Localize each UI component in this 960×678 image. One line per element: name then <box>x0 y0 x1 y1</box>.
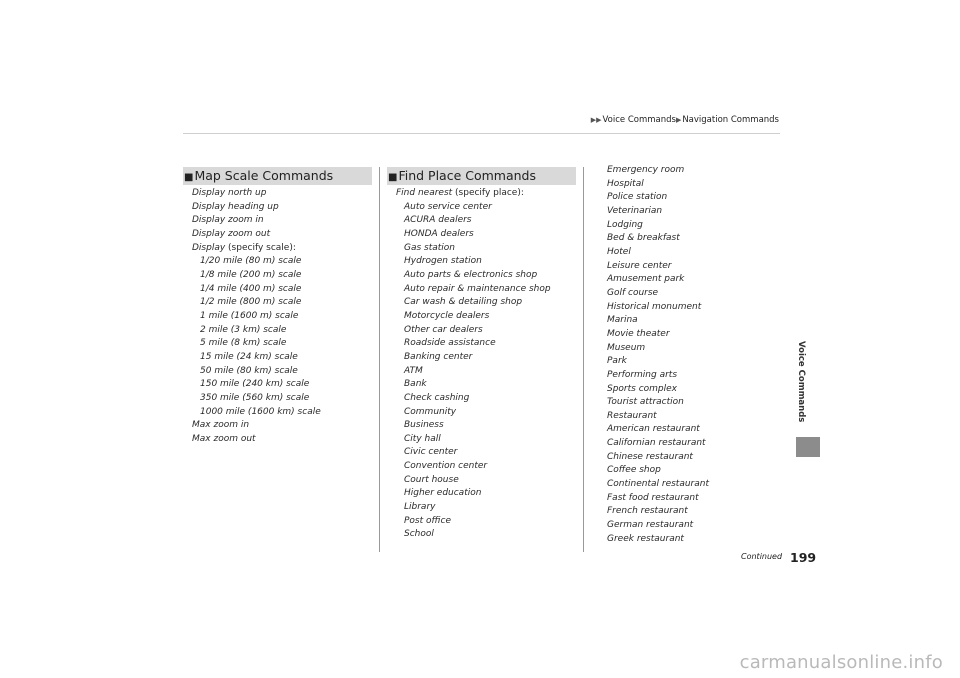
list-item-text: Other car dealers <box>404 324 483 335</box>
list-item <box>396 296 551 310</box>
list-item: Sports complex <box>607 383 678 394</box>
list-item-text: 1/4 mile (400 m) scale <box>200 283 302 294</box>
list-item-text: Civic center <box>404 447 458 458</box>
list-item <box>396 474 551 488</box>
list-item-text: ACURA dealers <box>404 215 472 226</box>
list-item-text: 5 mile (8 km) scale <box>200 338 287 349</box>
list-item-text: Convention center <box>404 461 488 472</box>
list-item <box>396 528 551 542</box>
list-item-text: 350 mile (560 km) scale <box>200 392 310 403</box>
list-item <box>396 214 551 228</box>
list-item <box>192 406 321 420</box>
section-marker-icon: ■ <box>388 172 398 183</box>
list-item: Veterinarian <box>607 205 663 216</box>
list-item <box>192 365 321 379</box>
map-scale-list <box>192 187 321 446</box>
list-item <box>396 269 551 283</box>
list-item: Restaurant <box>607 410 657 421</box>
list-item-text: Post office <box>404 515 451 526</box>
list-item-text: Roadside assistance <box>404 338 496 349</box>
find-place-title: Find Place Commands <box>398 168 537 183</box>
list-item <box>396 392 551 406</box>
list-item: Police station <box>607 192 668 203</box>
list-item <box>396 446 551 460</box>
list-item: Chinese restaurant <box>607 451 693 462</box>
list-item <box>192 228 321 242</box>
list-item-text: Banking center <box>404 351 473 362</box>
list-item <box>396 351 551 365</box>
list-item-text: Auto service center <box>404 201 492 212</box>
list-item <box>396 365 551 379</box>
list-item <box>396 283 551 297</box>
list-item: French restaurant <box>607 506 688 517</box>
find-place-list <box>396 187 551 542</box>
list-item-text: Business <box>404 420 444 431</box>
list-item <box>396 487 551 501</box>
list-item-text: Check cashing <box>404 392 470 403</box>
list-item-text: Display zoom out <box>192 228 271 239</box>
list-item-text: 15 mile (24 km) scale <box>200 351 298 362</box>
list-item <box>192 242 321 256</box>
column-divider-right <box>583 167 584 552</box>
list-item-text: Display zoom in <box>192 215 264 226</box>
continued-label: Continued <box>741 552 783 561</box>
list-item-text: Display heading up <box>192 201 279 212</box>
list-item-text: HONDA dealers <box>404 228 474 239</box>
list-item <box>192 378 321 392</box>
list-item: Greek restaurant <box>607 533 684 544</box>
breadcrumb <box>591 115 779 125</box>
list-item-text: Display north up <box>192 188 267 198</box>
list-item <box>192 392 321 406</box>
find-place-heading <box>387 167 576 185</box>
list-item-suffix: (specify scale): <box>225 242 296 253</box>
list-item <box>396 515 551 529</box>
breadcrumb-navigation-commands[interactable]: Navigation Commands <box>682 115 779 125</box>
list-item: Leisure center <box>607 260 672 271</box>
list-item-text: 1/8 mile (200 m) scale <box>200 269 302 280</box>
list-item-text: City hall <box>404 433 441 444</box>
list-item: Hotel <box>607 246 631 257</box>
list-item: American restaurant <box>607 424 700 435</box>
list-item: Californian restaurant <box>607 438 706 449</box>
list-item <box>192 324 321 338</box>
list-item-text: 1000 mile (1600 km) scale <box>200 406 321 417</box>
list-item-suffix: (specify place): <box>452 188 524 198</box>
list-item <box>396 187 551 201</box>
list-item <box>192 337 321 351</box>
list-item <box>396 310 551 324</box>
list-item <box>396 324 551 338</box>
list-item-text: Higher education <box>404 488 482 499</box>
list-item-text: Bank <box>404 379 427 390</box>
list-item-text: 150 mile (240 km) scale <box>200 379 310 390</box>
list-item <box>396 433 551 447</box>
list-item <box>396 242 551 256</box>
list-item-text: Find nearest <box>396 188 453 198</box>
list-item-text: Gas station <box>404 242 456 253</box>
header-rule <box>183 133 780 134</box>
map-scale-heading <box>183 167 372 185</box>
list-item-text: Motorcycle dealers <box>404 310 490 321</box>
list-item <box>192 296 321 310</box>
breadcrumb-separator-icon: ▶ <box>675 116 682 124</box>
list-item <box>192 187 321 201</box>
list-item-text: Community <box>404 406 457 417</box>
list-item: Fast food restaurant <box>607 492 699 503</box>
side-tab-marker <box>796 437 820 457</box>
list-item <box>192 433 321 447</box>
list-item-text: Library <box>404 502 436 513</box>
list-item-text: Auto parts & electronics shop <box>404 269 538 280</box>
list-item <box>192 283 321 297</box>
list-item-text: ATM <box>404 365 423 376</box>
list-item: Emergency room <box>607 165 685 175</box>
list-item <box>396 201 551 215</box>
list-item: Movie theater <box>607 328 670 339</box>
list-item-text: Hydrogen station <box>404 256 482 267</box>
list-item-text: 50 mile (80 km) scale <box>200 365 298 376</box>
list-item: Golf course <box>607 287 659 298</box>
list-item: Park <box>607 356 627 367</box>
list-item <box>192 351 321 365</box>
list-item-text: 1/2 mile (800 m) scale <box>200 297 302 308</box>
list-item-text: 1 mile (1600 m) scale <box>200 310 299 321</box>
list-item-text: Max zoom out <box>192 433 256 444</box>
list-item <box>396 255 551 269</box>
list-item <box>192 310 321 324</box>
list-item <box>396 460 551 474</box>
list-item <box>396 419 551 433</box>
list-item-text: Display <box>192 242 226 253</box>
list-item: Bed & breakfast <box>607 233 680 244</box>
list-item-text: Car wash & detailing shop <box>404 297 523 308</box>
list-item-text: 1/20 mile (80 m) scale <box>200 256 302 267</box>
list-item-text: Max zoom in <box>192 420 250 431</box>
list-item <box>396 406 551 420</box>
list-item: Marina <box>607 315 638 326</box>
list-item <box>396 228 551 242</box>
side-tab-label: Voice Commands <box>796 341 806 423</box>
list-item: Continental restaurant <box>607 479 709 490</box>
section-marker-icon: ■ <box>184 172 194 183</box>
list-item <box>396 501 551 515</box>
list-item: German restaurant <box>607 520 694 531</box>
list-item-text: Court house <box>404 474 459 485</box>
list-item: Hospital <box>607 178 644 189</box>
list-item <box>396 378 551 392</box>
list-item <box>192 255 321 269</box>
list-item: Museum <box>607 342 646 353</box>
list-item-text: Auto repair & maintenance shop <box>404 283 551 294</box>
list-item: Tourist attraction <box>607 397 684 408</box>
list-item: Performing arts <box>607 369 678 380</box>
list-item-text: School <box>404 529 434 540</box>
list-item: Lodging <box>607 219 643 230</box>
list-item <box>192 201 321 215</box>
list-item: Coffee shop <box>607 465 661 476</box>
column-divider-left <box>379 167 380 552</box>
list-item: Historical monument <box>607 301 702 312</box>
list-item <box>192 214 321 228</box>
list-item: Amusement park <box>607 274 685 285</box>
breadcrumb-arrow-icon: ▶▶ <box>590 116 602 124</box>
list-item <box>192 269 321 283</box>
page-number: 199 <box>790 550 817 565</box>
places-continued-list <box>607 164 709 546</box>
list-item-text: 2 mile (3 km) scale <box>200 324 287 335</box>
watermark: carmanualsonline.info <box>739 652 943 673</box>
breadcrumb-voice-commands[interactable]: Voice Commands <box>602 115 676 125</box>
list-item <box>396 337 551 351</box>
map-scale-title: Map Scale Commands <box>194 168 334 183</box>
list-item <box>192 419 321 433</box>
